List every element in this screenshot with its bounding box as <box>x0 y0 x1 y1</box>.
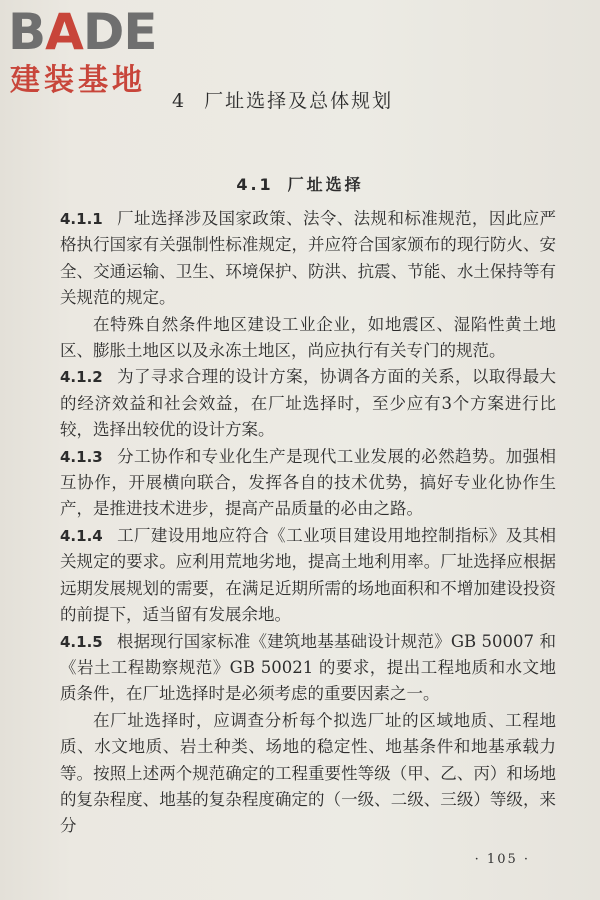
bade-watermark-logo <box>6 4 174 104</box>
logo-letters-de: DE <box>82 3 157 61</box>
clause-number: 4.1.2 <box>60 368 103 387</box>
chapter-title: 厂址选择及总体规划 <box>204 90 394 112</box>
page-number: · 105 · <box>474 852 530 867</box>
clause-number: 4.1.4 <box>60 526 103 545</box>
paragraph-text: 厂址选择涉及国家政策、法令、法规和标准规范，因此应严格执行国家有关强制性标准规定，并应符合国家颁布的现行防火、安全、交通运输、卫生、环境保护、防洪、抗震、节能、水土保持等有关规范的规定。 <box>60 209 556 308</box>
logo-letter-b: B <box>8 3 46 61</box>
paragraph-text: 为了寻求合理的设计方案，协调各方面的关系，以取得最大的经济效益和社会效益，在厂址选择时，至少应有3个方案进行比较，选择出较优的设计方案。 <box>60 367 556 440</box>
paragraph-4-1-3 <box>60 444 556 523</box>
logo-subtitle: 建装基地 <box>10 63 146 98</box>
clause-number: 4.1.5 <box>60 632 103 651</box>
paragraph-text: 根据现行国家标准《建筑地基基础设计规范》GB 50007 和《岩土工程勘察规范》GB 50021 的要求，提出工程地质和水文地质条件，在厂址选择时是必须考虑的重要因素之一。 <box>60 631 556 704</box>
paragraph-text: 在厂址选择时，应调查分析每个拟选厂址的区域地质、工程地质、水文地质、岩土种类、场地的稳定性、地基条件和地基承载力等。按照上述两个规范确定的工程重要性等级（甲、乙、丙）和场地的复杂程度、地基的复杂程度确定的（一级、二级、三级）等级，来分 <box>60 710 556 836</box>
clause-number: 4.1.3 <box>60 447 103 466</box>
logo-letter-a: A <box>45 3 83 61</box>
chapter-heading <box>172 86 393 113</box>
section-heading <box>0 172 600 195</box>
paragraph-text: 工厂建设用地应符合《工业项目建设用地控制指标》及其相关规定的要求。应利用荒地劣地，提高土地利用率。厂址选择应根据远期发展规划的需要，在满足近期所需的场地面积和不增加建设投资的前提下，适当留有发展余地。 <box>60 525 556 625</box>
paragraph-4-1-5-note <box>60 708 556 840</box>
paragraph-text: 在特殊自然条件地区建设工业企业，如地震区、湿陷性黄土地区、膨胀土地区以及永冻土地区，尚应执行有关专门的规范。 <box>60 314 556 361</box>
clause-number: 4.1.1 <box>60 210 103 228</box>
body-text <box>60 206 556 840</box>
paragraph-text: 分工协作和专业化生产是现代工业发展的必然趋势。加强相互协作，开展横向联合，发挥各自的技术优势，搞好专业化协作生产，是推进技术进步，提高产品质量的必由之路。 <box>60 446 556 519</box>
chapter-number: 4 <box>172 90 187 112</box>
paragraph-4-1-4 <box>60 523 556 629</box>
paragraph-4-1-1-note <box>60 312 556 365</box>
paragraph-4-1-2 <box>60 364 556 443</box>
paragraph-4-1-5 <box>60 629 556 708</box>
section-title: 厂址选择 <box>287 175 364 194</box>
paragraph-4-1-1 <box>60 206 556 312</box>
logo-wordmark <box>8 4 157 60</box>
section-number: 4.1 <box>236 175 274 194</box>
